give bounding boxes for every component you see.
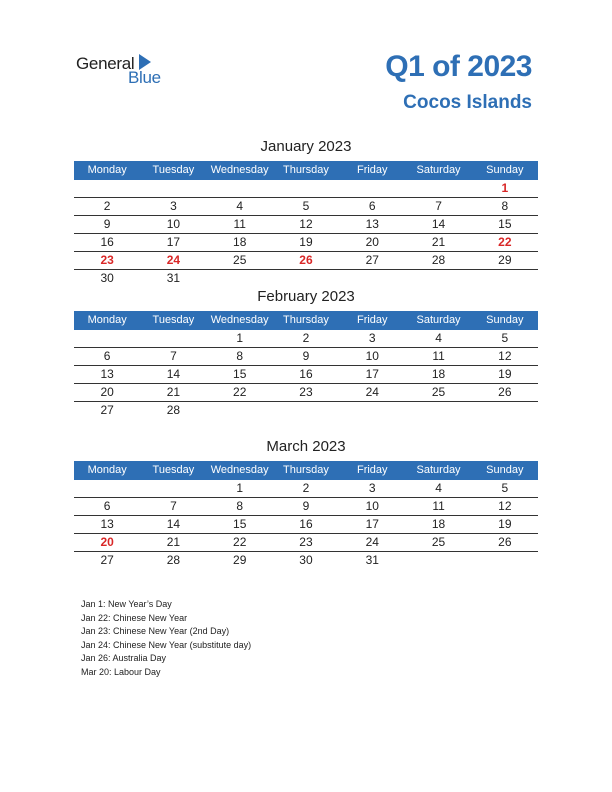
day-cell: 7 [170,499,177,513]
weekday-label: Thursday [283,314,329,326]
day-cell: 8 [501,199,509,213]
day-cell [207,180,273,197]
day-cell [405,552,471,569]
day-cell: 12 [299,217,313,231]
day-cell [405,180,471,197]
week-row [74,516,538,534]
day-cell: 13 [100,367,114,381]
weekday-label: Wednesday [210,164,269,176]
weekday-label: Saturday [416,164,461,176]
week-row [74,180,538,198]
day-cell: 6 [103,349,111,363]
day-cell: 21 [166,535,181,549]
day-cell [339,180,405,197]
day-cell: 16 [299,367,313,381]
week-row [74,234,538,252]
day-cell: 19 [498,367,512,381]
day-cell: 8 [236,499,244,513]
week-row [74,552,538,569]
day-cell: 13 [100,517,114,531]
day-cell: 11 [233,217,246,231]
page-subtitle: Cocos Islands [403,92,532,113]
day-cell [74,480,140,497]
day-cell: 20 [365,235,379,249]
day-cell: 25 [431,385,446,399]
logo [76,52,176,88]
day-cell: 9 [302,349,310,363]
day-cell [273,402,339,419]
day-cell: 5 [302,199,310,213]
day-cell: 18 [431,367,446,381]
day-cell: 27 [365,253,379,267]
weekday-header [74,461,538,480]
holiday-note: Jan 26: Australia Day [81,653,167,664]
day-cell: 4 [236,199,244,213]
day-cell: 28 [166,403,181,417]
weekday-label: Friday [356,164,388,176]
day-cell [140,330,206,347]
day-cell: 25 [431,535,446,549]
week-row [74,216,538,234]
day-cell: 9 [103,217,111,231]
holiday-day-cell: 22 [498,235,512,249]
month-calendar [74,137,538,287]
day-cell: 8 [236,349,244,363]
month-title: February 2023 [257,288,355,305]
weekday-label: Saturday [416,314,461,326]
day-cell: 24 [365,385,379,399]
weekday-label: Monday [87,314,127,326]
day-cell: 1 [236,331,244,345]
day-cell: 30 [100,271,114,285]
week-row [74,534,538,552]
logo-blue-text: Blue [128,68,161,87]
week-row [74,402,538,419]
day-cell [140,180,206,197]
day-cell: 20 [100,385,114,399]
day-cell: 12 [498,499,512,513]
day-cell [339,402,405,419]
day-cell: 18 [233,235,247,249]
holiday-day-cell: 24 [166,253,181,267]
day-cell: 27 [100,403,114,417]
weekday-header [74,311,538,330]
weekday-label: Wednesday [210,464,269,476]
day-cell: 24 [365,535,379,549]
day-cell: 18 [431,517,446,531]
day-cell: 17 [365,517,379,531]
weekday-label: Thursday [283,164,329,176]
day-cell: 31 [166,271,181,285]
month-title: January 2023 [260,138,352,155]
day-cell: 11 [432,499,445,513]
day-cell: 16 [100,235,114,249]
holiday-note: Jan 1: New Year’s Day [81,599,172,609]
weekday-label: Friday [356,314,388,326]
holiday-day-cell: 1 [501,181,509,195]
weekday-label: Tuesday [152,464,195,476]
day-cell: 5 [501,331,509,345]
day-cell: 25 [233,253,247,267]
day-cell: 22 [233,535,247,549]
holiday-day-cell: 20 [100,535,114,549]
holiday-note: Jan 23: Chinese New Year (2nd Day) [81,626,230,637]
day-cell: 10 [365,499,379,513]
day-cell [273,180,339,197]
week-row [74,480,538,498]
weekday-label: Sunday [486,464,524,476]
day-cell: 21 [166,385,181,399]
day-cell: 28 [431,253,446,267]
day-cell: 14 [431,217,446,231]
day-cell: 2 [302,481,310,495]
day-cell [472,402,538,419]
weekday-label: Sunday [486,164,524,176]
day-cell: 12 [498,349,512,363]
weekday-label: Saturday [416,464,461,476]
day-cell: 3 [170,199,177,213]
day-cell: 13 [365,217,379,231]
day-cell [207,402,273,419]
day-cell: 28 [166,553,181,567]
day-cell [472,552,538,569]
day-cell: 17 [365,367,379,381]
day-cell: 30 [299,553,313,567]
day-cell: 6 [368,199,376,213]
day-cell: 4 [435,481,442,495]
day-cell: 26 [498,535,512,549]
day-cell: 15 [233,517,247,531]
holiday-note: Jan 22: Chinese New Year [81,612,188,623]
week-row [74,330,538,348]
day-cell [472,270,538,287]
week-row [74,384,538,402]
day-cell: 26 [498,385,512,399]
day-cell: 16 [299,517,313,531]
day-cell: 4 [435,331,442,345]
month-title: March 2023 [266,438,346,455]
weekday-label: Tuesday [152,314,195,326]
holiday-day-cell: 23 [100,253,114,267]
day-cell: 2 [302,331,310,345]
weekday-header [74,161,538,180]
day-cell: 1 [236,481,244,495]
day-cell: 29 [498,253,512,267]
page-title: Q1 of 2023 [385,50,532,83]
day-cell [339,270,405,287]
week-row [74,366,538,384]
day-cell: 14 [166,367,181,381]
day-cell: 11 [432,349,445,363]
day-cell [74,180,140,197]
month-calendar [74,437,538,569]
weekday-label: Monday [87,164,127,176]
weekday-label: Sunday [486,314,524,326]
day-cell: 15 [233,367,247,381]
day-cell: 17 [166,235,181,249]
day-cell: 15 [498,217,512,231]
day-cell [405,270,471,287]
week-row [74,198,538,216]
weekday-label: Monday [87,464,127,476]
month-calendar [74,287,538,419]
day-cell [405,402,471,419]
day-cell: 22 [233,385,247,399]
day-cell: 3 [368,331,376,345]
week-row [74,498,538,516]
weekday-label: Friday [356,464,388,476]
day-cell: 10 [166,217,181,231]
day-cell: 6 [103,499,111,513]
week-row [74,252,538,270]
day-cell: 19 [299,235,313,249]
day-cell: 23 [299,535,313,549]
day-cell: 10 [365,349,379,363]
day-cell: 5 [501,481,509,495]
logo-general-text: General [76,54,135,73]
day-cell [74,330,140,347]
holiday-note: Jan 24: Chinese New Year (substitute day) [81,639,252,650]
holiday-day-cell: 26 [299,253,313,267]
day-cell [273,270,339,287]
week-row [74,348,538,366]
weekday-label: Wednesday [210,314,269,326]
day-cell: 23 [299,385,313,399]
day-cell: 3 [368,481,376,495]
day-cell: 7 [170,349,177,363]
day-cell: 19 [498,517,512,531]
day-cell: 29 [233,553,247,567]
weekday-label: Thursday [283,464,329,476]
day-cell: 31 [365,553,379,567]
day-cell [140,480,206,497]
day-cell: 27 [100,553,114,567]
holiday-notes [81,598,251,680]
day-cell: 21 [431,235,446,249]
day-cell: 7 [435,199,442,213]
day-cell: 2 [103,199,111,213]
day-cell: 14 [166,517,181,531]
day-cell: 9 [302,499,310,513]
holiday-note: Mar 20: Labour Day [81,666,161,677]
week-row [74,270,538,287]
day-cell [207,270,273,287]
weekday-label: Tuesday [152,164,195,176]
